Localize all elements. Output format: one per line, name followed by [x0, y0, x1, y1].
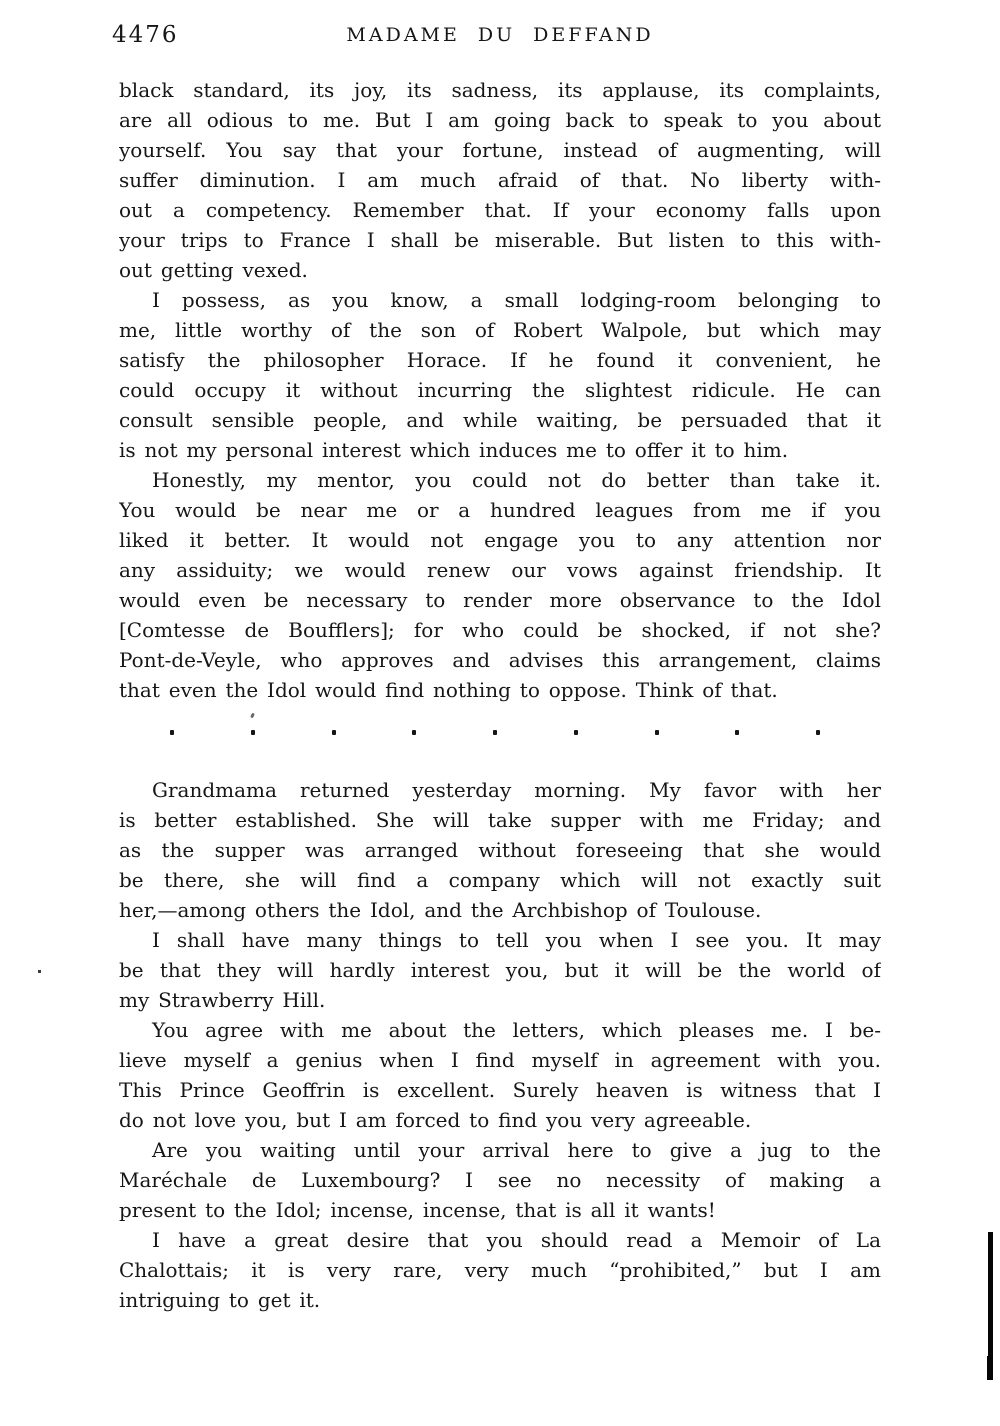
- text-line: Are you waiting until your arrival here to give a jug to the: [152, 1138, 881, 1162]
- separator-dot: [816, 730, 820, 735]
- text-line: your trips to France I shall be miserable. But listen to this with-: [119, 228, 881, 252]
- text-line: [Comtesse de Boufflers]; for who could be shocked, if not she?: [119, 618, 881, 642]
- separator-dot: [655, 730, 659, 735]
- text-line: I possess, as you know, a small lodging-room belonging to: [152, 288, 881, 312]
- separator-dot: [412, 730, 416, 735]
- section-separator-dots: [119, 705, 881, 775]
- separator-dot: [493, 730, 497, 735]
- text-line: Maréchale de Luxembourg? I see no necessity of making a: [119, 1168, 881, 1192]
- scan-speck-artifact: [38, 970, 41, 973]
- paragraph: [119, 775, 881, 925]
- text-line: intriguing to get it.: [119, 1288, 321, 1312]
- running-title: MADAME DU DEFFAND: [346, 24, 654, 46]
- text-line: could occupy it without incurring the slightest ridicule. He can: [119, 378, 881, 402]
- paragraph: [119, 1135, 881, 1225]
- text-line: liked it better. It would not engage you to any attention nor: [119, 528, 881, 552]
- paragraph: [119, 1015, 881, 1135]
- text-line: is not my personal interest which induces me to offer it to him.: [119, 438, 789, 462]
- separator-dot: [574, 730, 578, 735]
- paragraph: [119, 1225, 881, 1315]
- text-line: You would be near me or a hundred leagues from me if you: [119, 498, 881, 522]
- text-line: Pont-de-Veyle, who approves and advises this arrangement, claims: [119, 648, 881, 672]
- text-line: This Prince Geoffrin is excellent. Surely heaven is witness that I: [119, 1078, 881, 1102]
- text-line: is better established. She will take supper with me Friday; and: [119, 808, 881, 832]
- separator-dot: [251, 730, 255, 735]
- paragraph: [119, 465, 881, 705]
- separator-dot: [332, 730, 336, 735]
- text-line: me, little worthy of the son of Robert Walpole, but which may: [119, 318, 881, 342]
- text-line: her,—among others the Idol, and the Archbishop of Toulouse.: [119, 898, 762, 922]
- text-line: You agree with me about the letters, which pleases me. I be-: [152, 1018, 881, 1042]
- text-line: out getting vexed.: [119, 258, 308, 282]
- text-line: be that they will hardly interest you, but it will be the world of: [119, 958, 881, 982]
- text-line: are all odious to me. But I am going back to speak to you about: [119, 108, 881, 132]
- text-line: lieve myself a genius when I find myself in agreement with you.: [119, 1048, 881, 1072]
- text-line: out a competency. Remember that. If your economy falls upon: [119, 198, 881, 222]
- dots-row: [170, 730, 820, 735]
- text-line: Honestly, my mentor, you could not do better than take it.: [152, 468, 881, 492]
- page-number: 4476: [112, 22, 179, 48]
- text-line: as the supper was arranged without foreseeing that she would: [119, 838, 881, 862]
- paragraph: [119, 925, 881, 1015]
- text-line: consult sensible people, and while waiting, be persuaded that it: [119, 408, 881, 432]
- text-line: would even be necessary to render more observance to the Idol: [119, 588, 881, 612]
- text-line: satisfy the philosopher Horace. If he found it convenient, he: [119, 348, 881, 372]
- text-line: suffer diminution. I am much afraid of that. No liberty with-: [119, 168, 881, 192]
- text-line: do not love you, but I am forced to find you very agreeable.: [119, 1108, 752, 1132]
- text-line: yourself. You say that your fortune, instead of augmenting, will: [119, 138, 881, 162]
- separator-dot: [170, 730, 174, 735]
- text-line: I shall have many things to tell you when I see you. It may: [152, 928, 881, 952]
- text-line: my Strawberry Hill.: [119, 988, 326, 1012]
- paragraph: [119, 75, 881, 285]
- text-line: I have a great desire that you should read a Memoir of La: [152, 1228, 881, 1252]
- text-line: black standard, its joy, its sadness, its applause, its complaints,: [119, 78, 881, 102]
- text-line: Grandmama returned yesterday morning. My favor with her: [152, 778, 881, 802]
- text-line: that even the Idol would find nothing to oppose. Think of that.: [119, 678, 778, 702]
- text-line: be there, she will find a company which will not exactly suit: [119, 868, 881, 892]
- scan-edge-artifact: [987, 1356, 993, 1380]
- text-line: any assiduity; we would renew our vows against friendship. It: [119, 558, 881, 582]
- text-line: Chalottais; it is very rare, very much “prohibited,” but I am: [119, 1258, 881, 1282]
- separator-dot: [735, 730, 739, 735]
- text-line: present to the Idol; incense, incense, that is all it wants!: [119, 1198, 716, 1222]
- paragraph: [119, 285, 881, 465]
- scan-edge-artifact: [988, 1232, 993, 1362]
- body-text: [119, 75, 881, 1315]
